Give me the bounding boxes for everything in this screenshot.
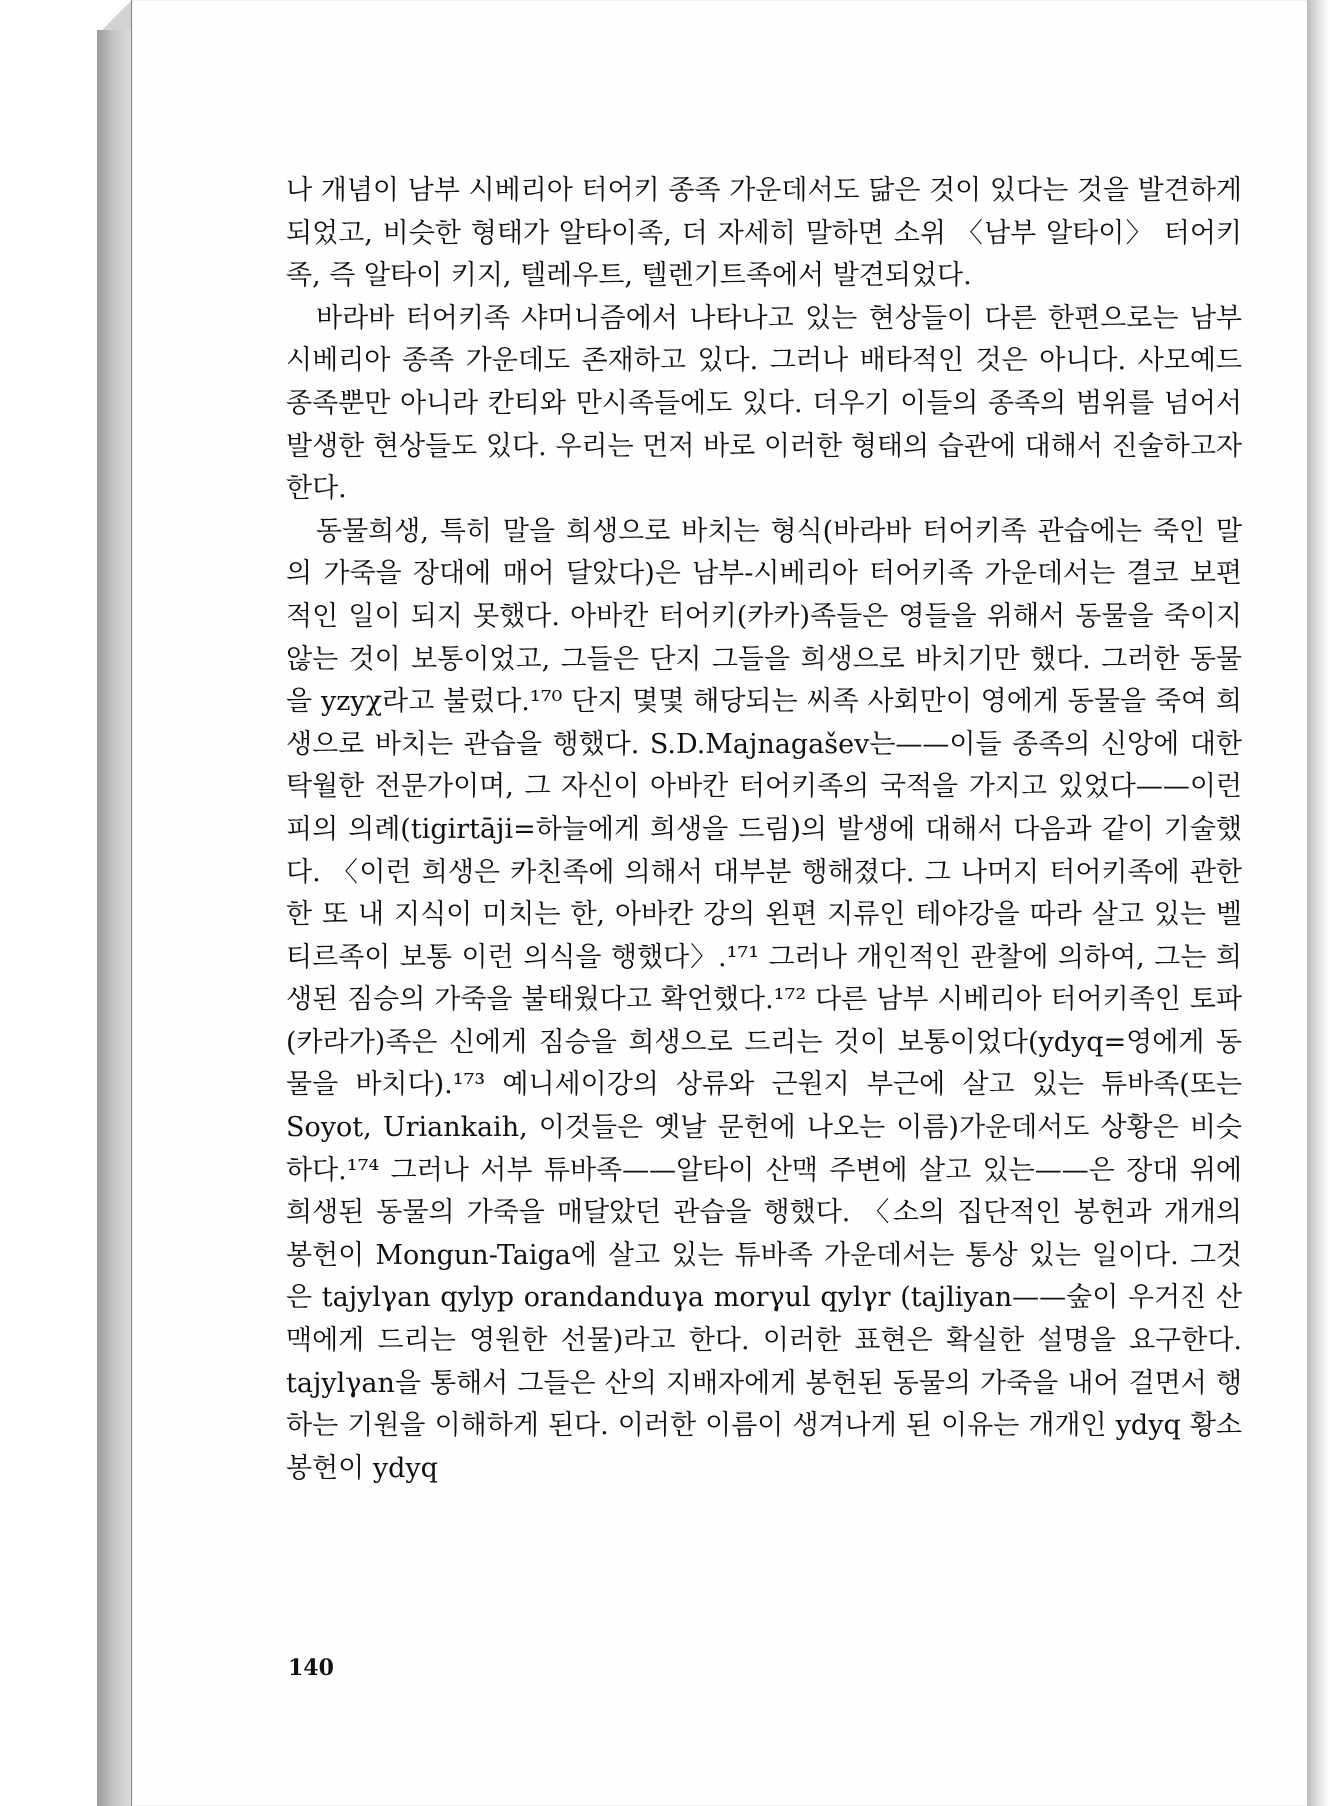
book-spine [97, 0, 133, 1806]
page-number: 140 [288, 1655, 334, 1681]
paragraph-2: 바라바 터어키족 샤머니즘에서 나타나고 있는 현상들이 다른 한편으로는 남부 시베리아 종족 가운데도 존재하고 있다. 그러나 배타적인 것은 아니다. 사모예드 종족뿐만 아니라 칸티와 만시족들에도 있다. 더우기 이들의 종족의 범위를 넘어서 발생한 현상들도 있다. 우리는 먼저 바로 이러한 형태의 습관에 대해서 진술하고자 한다. [286, 302, 1242, 505]
page-body-text [286, 170, 1242, 1490]
page-edge-shadow [1307, 0, 1330, 1806]
paragraph-3: 동물희생, 특히 말을 희생으로 바치는 형식(바라바 터어키족 관습에는 죽인 말의 가죽을 장대에 매어 달았다)은 남부-시베리아 터어키족 가운데서는 결코 보편적인 일이 되지 못했다. 아바칸 터어키(카카)족들은 영들을 위해서 동물을 죽이지 않는 것이 보통이었고, 그들은 단지 그들을 희생으로 바치기만 했다. 그러한 동물을 yzyχ라고 불렀다.¹⁷⁰ 단지 몇몇 해당되는 씨족 사회만이 영에게 동물을 죽여 희생으로 바치는 관습을 행했다. S.D.Majnagašev는——이들 종족의 신앙에 대한 탁월한 전문가이며, 그 자신이 아바칸 터어키족의 국적을 가지고 있었다——이런 피의 의례(tigirtāji=하늘에게 희생을 드림)의 발생에 대해서 다음과 같이 기술했다. 〈이런 희생은 카친족에 의해서 대부분 행해졌다. 그 나머지 터어키족에 관한 한 또 내 지식이 미치는 한, 아바칸 강의 왼편 지류인 테야강을 따라 살고 있는 벨티르족이 보통 이런 의식을 행했다〉.¹⁷¹ 그러나 개인적인 관찰에 의하여, 그는 희생된 짐승의 가죽을 불태웠다고 확언했다.¹⁷² 다른 남부 시베리아 터어키족인 토파(카라가)족은 신에게 짐승을 희생으로 드리는 것이 보통이었다(ydyq=영에게 동물을 바치다).¹⁷³ 예니세이강의 상류와 근원지 부근에 살고 있는 튜바족(또는 Soyot, Uriankaih, 이것들은 옛날 문헌에 나오는 이름)가운데서도 상황은 비슷하다.¹⁷⁴ 그러나 서부 튜바족——알타이 산맥 주변에 살고 있는——은 장대 위에 희생된 동물의 가죽을 매달았던 관습을 행했다. 〈소의 집단적인 봉헌과 개개의 봉헌이 Mongun-Taiga에 살고 있는 튜바족 가운데서는 통상 있는 일이다. 그것은 tajylγan qylyp orandanduγa morγul qylγr (tajliyan——숲이 우거진 산맥에게 드리는 영원한 선물)라고 한다. 이러한 표현은 확실한 설명을 요구한다. tajylγan을 통해서 그들은 산의 지배자에게 봉헌된 동물의 가죽을 내어 걸면서 행하는 기원을 이해하게 된다. 이러한 이름이 생겨나게 된 이유는 개개인 ydyq 황소 봉헌이 ydyq [286, 515, 1242, 1484]
paragraph-1: 나 개념이 남부 시베리아 터어키 종족 가운데서도 닮은 것이 있다는 것을 발견하게 되었고, 비슷한 형태가 알타이족, 더 자세히 말하면 소위 〈남부 알타이〉 터어키족, 즉 알타이 키지, 텔레우트, 텔렌기트족에서 발견되었다. [286, 175, 1242, 292]
